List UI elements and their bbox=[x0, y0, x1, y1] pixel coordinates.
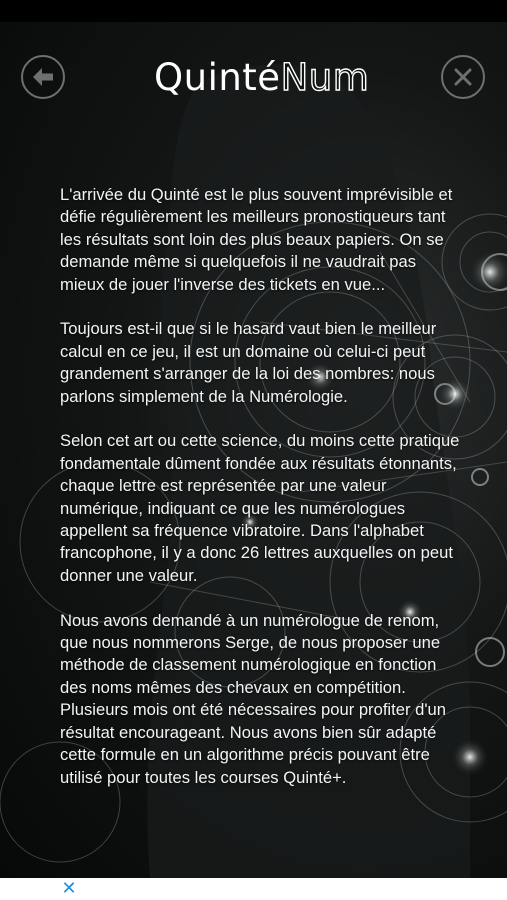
arrow-left-icon bbox=[30, 64, 56, 90]
paragraph: L'arrivée du Quinté est le plus souvent imprévisible et défie régulièrement les meilleurs pronostiqueurs tant les résultats sont loin des plus beaux papiers. On se demande même si quelquefois il ne vaudrait pas mieux de jouer l'inverse des tickets en vue... bbox=[60, 185, 453, 294]
logo-text-quinte: Quinté bbox=[154, 56, 281, 99]
status-bar bbox=[0, 0, 507, 22]
ad-close-icon[interactable]: ✕ bbox=[58, 878, 80, 900]
close-icon bbox=[451, 65, 475, 89]
paragraph: Nous avons demandé à un numérologue de renom, que nous nommerons Serge, de nous proposer une méthode de classement numérologique en fonction des noms mêmes des chevaux en compétition. Plusieurs mois ont été nécessaires pour profiter d'un résultat encourageant. Nous avons bien sûr adapté cette formule en un algorithme précis pouvant être utilisé pour toutes les courses Quinté+. bbox=[60, 610, 446, 787]
paragraph: Toujours est-il que si le hasard vaut bien le meilleur calcul en ce jeu, il est un domaine où celui-ci peut grandement s'arranger de la loi des nombres: nous parlons simplement de la Numérologie. bbox=[60, 319, 437, 406]
close-button[interactable] bbox=[441, 55, 485, 99]
logo-text-num: Num bbox=[280, 56, 370, 99]
app-logo bbox=[154, 52, 369, 104]
header bbox=[0, 22, 507, 132]
paragraph: Selon cet art ou cette science, du moins cette pratique fondamentale dûment fondée aux résultats étonnants, chaque lettre est représentée par une valeur numérique, indiquant ce que les numérologues appellent sa fréquence vibratoire. Dans l'alphabet francophone, il y a donc 26 lettres auxquelles on peut donner une valeur. bbox=[60, 431, 460, 585]
article-text bbox=[60, 184, 460, 811]
back-button[interactable] bbox=[21, 55, 65, 99]
app-screen bbox=[0, 22, 507, 878]
